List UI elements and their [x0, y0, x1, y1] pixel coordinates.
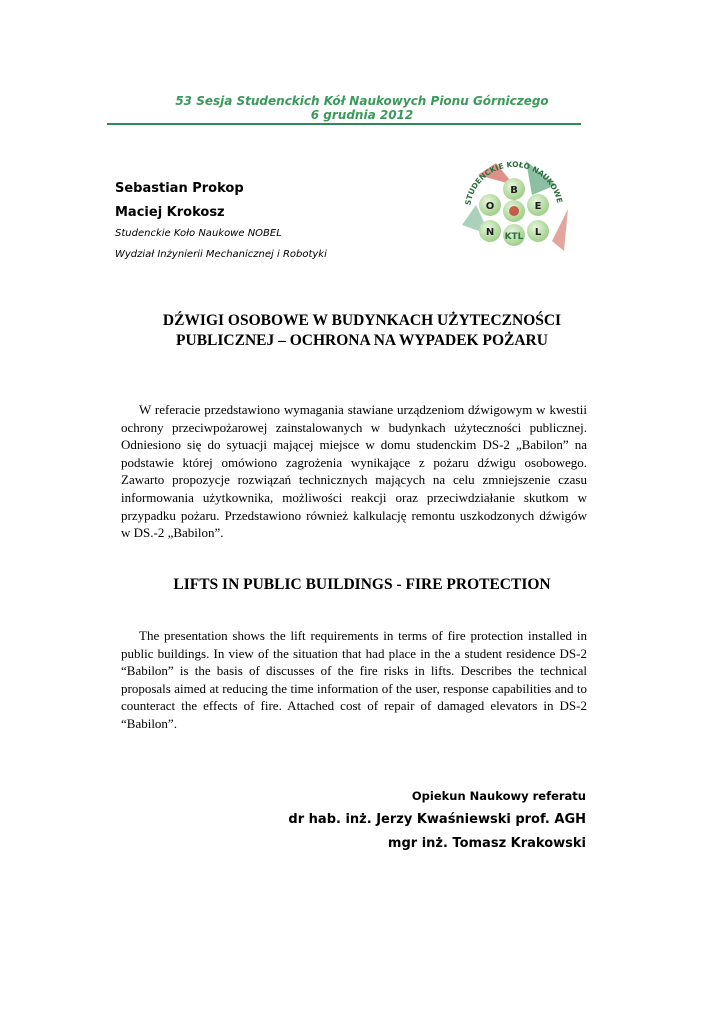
affiliation-club: Studenckie Koło Naukowe NOBEL	[115, 228, 282, 239]
logo-flame-right	[552, 209, 568, 251]
header-rule	[107, 123, 581, 125]
supervisor-name-1: dr hab. inż. Jerzy Kwaśniewski prof. AGH	[288, 812, 586, 827]
logo-letter-l: L	[534, 227, 542, 238]
title-polish-line-1: DŹWIGI OSOBOWE W BUDYNKACH UŻYTECZNOŚCI	[162, 312, 562, 329]
title-english: LIFTS IN PUBLIC BUILDINGS - FIRE PROTECTION	[173, 576, 551, 593]
author-2: Maciej Krokosz	[115, 205, 225, 220]
nobel-club-logo	[456, 155, 572, 273]
logo-letter-o: O	[485, 201, 495, 212]
title-polish	[100, 311, 624, 351]
logo-ring-text: STUDENCKIE KOŁO NAUKOWE	[463, 159, 565, 206]
author-1: Sebastian Prokop	[115, 181, 244, 196]
logo-letter-e: E	[534, 201, 542, 212]
abstract-polish: W referacie przedstawiono wymagania stawiane urządzeniom dźwigowym w kwestii ochrony przeciwpożarowej zainstalowanych w budynkach użyteczności publicznej. Odniesiono się do sytuacji mającej miejsce w domu studenckim DS-2 „Babilon” na podstawie której omówiono zagrożenia wynikające z pożaru dźwigu osobowego. Zawarto propozycje rozwiązań technicznych mających na celu zmniejszenie czasu informowania użytkownika, możliwości reakcji oraz przeciwdziałanie skutkom w przypadku pożaru. Przedstawiono również kalkulację remontu uszkodzonych dźwigów w DS.-2 „Babilon”.	[121, 402, 587, 541]
conference-title: 53 Sesja Studenckich Kół Naukowych Pionu Górniczego	[175, 94, 549, 108]
supervisor-name-2: mgr inż. Tomasz Krakowski	[387, 836, 586, 851]
logo-badge-ktl: KTL	[504, 232, 524, 242]
abstract-english: The presentation shows the lift requirements in terms of fire protection installed in public buildings. In view of the situation that had place in the a student residence DS-2 “Babilon” is the basis of discusses of the fire risks in lifts. Describes the technical proposals aimed at reducing the time information of the user, response capabilities and to counteract the effects of fire. Attached cost of repair of damaged elevators in DS-2 “Babilon”.	[121, 628, 587, 731]
affiliation-faculty: Wydział Inżynierii Mechanicznej i Robotyki	[115, 249, 327, 260]
logo-letter-b: B	[510, 185, 518, 196]
logo-letter-n: N	[485, 227, 495, 238]
supervisor-label: Opiekun Naukowy referatu	[411, 789, 586, 803]
conference-date: 6 grudnia 2012	[310, 108, 414, 122]
title-polish-line-2: PUBLICZNEJ – OCHRONA NA WYPADEK POŻARU	[176, 332, 548, 349]
logo-center-dot	[509, 206, 519, 216]
